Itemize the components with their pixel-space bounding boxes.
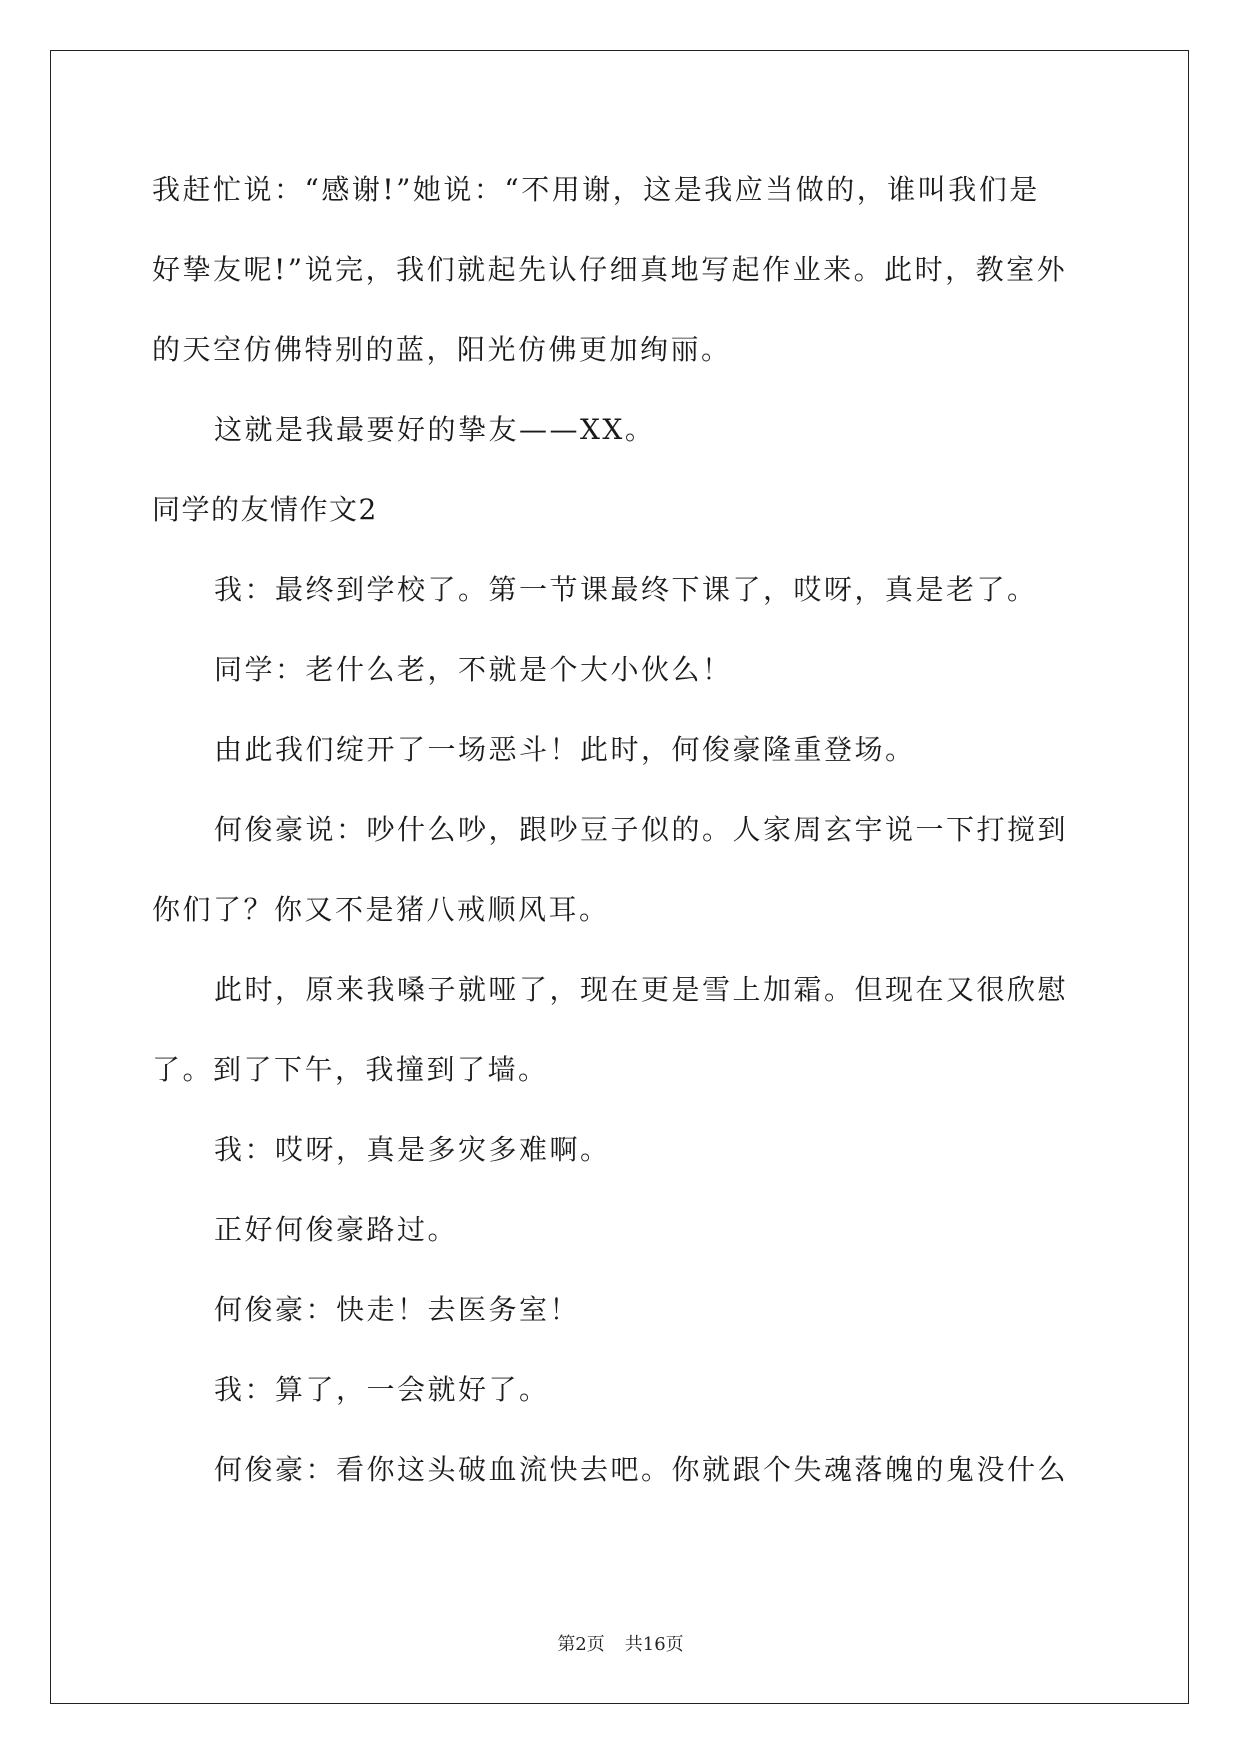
section-heading: 同学的友情作文2	[152, 493, 378, 526]
page-total: 共16页	[624, 1634, 684, 1655]
paragraph-line: 同学：老什么老，不就是个大小伙么！	[214, 653, 733, 686]
document-body	[152, 162, 1092, 1522]
text-line: 好挚友呢!”说完，我们就起先认仔细真地写起作业来。此时，教室外	[152, 253, 1068, 286]
paragraph-line: 此时，原来我嗓子就哑了，现在更是雪上加霜。但现在又很欣慰	[214, 973, 1069, 1006]
paragraph-line: 我：算了，一会就好了。	[214, 1373, 550, 1406]
paragraph-line: 由此我们绽开了一场恶斗！此时，何俊豪隆重登场。	[214, 733, 916, 766]
paragraph-line: 何俊豪：快走！去医务室！	[214, 1293, 581, 1326]
text-line: 了。到了下午，我撞到了墙。	[152, 1053, 549, 1086]
text-line: 我赶忙说：“感谢!”她说：“不用谢，这是我应当做的，谁叫我们是	[152, 173, 1040, 206]
page-number: 第2页	[557, 1634, 605, 1655]
paragraph-line: 正好何俊豪路过。	[214, 1213, 459, 1246]
page-footer	[0, 1630, 1241, 1656]
paragraph-line: 何俊豪说：吵什么吵，跟吵豆子似的。人家周玄宇说一下打搅到	[214, 813, 1069, 846]
paragraph-line: 我：哎呀，真是多灾多难啊。	[214, 1133, 611, 1166]
text-line: 你们了？你又不是猪八戒顺风耳。	[152, 893, 610, 926]
paragraph-line: 何俊豪：看你这头破血流快去吧。你就跟个失魂落魄的鬼没什么	[214, 1453, 1069, 1486]
paragraph-line: 这就是我最要好的挚友——XX。	[214, 413, 656, 446]
text-line: 的天空仿佛特别的蓝，阳光仿佛更加绚丽。	[152, 333, 732, 366]
paragraph-line: 我：最终到学校了。第一节课最终下课了，哎呀，真是老了。	[214, 573, 1038, 606]
